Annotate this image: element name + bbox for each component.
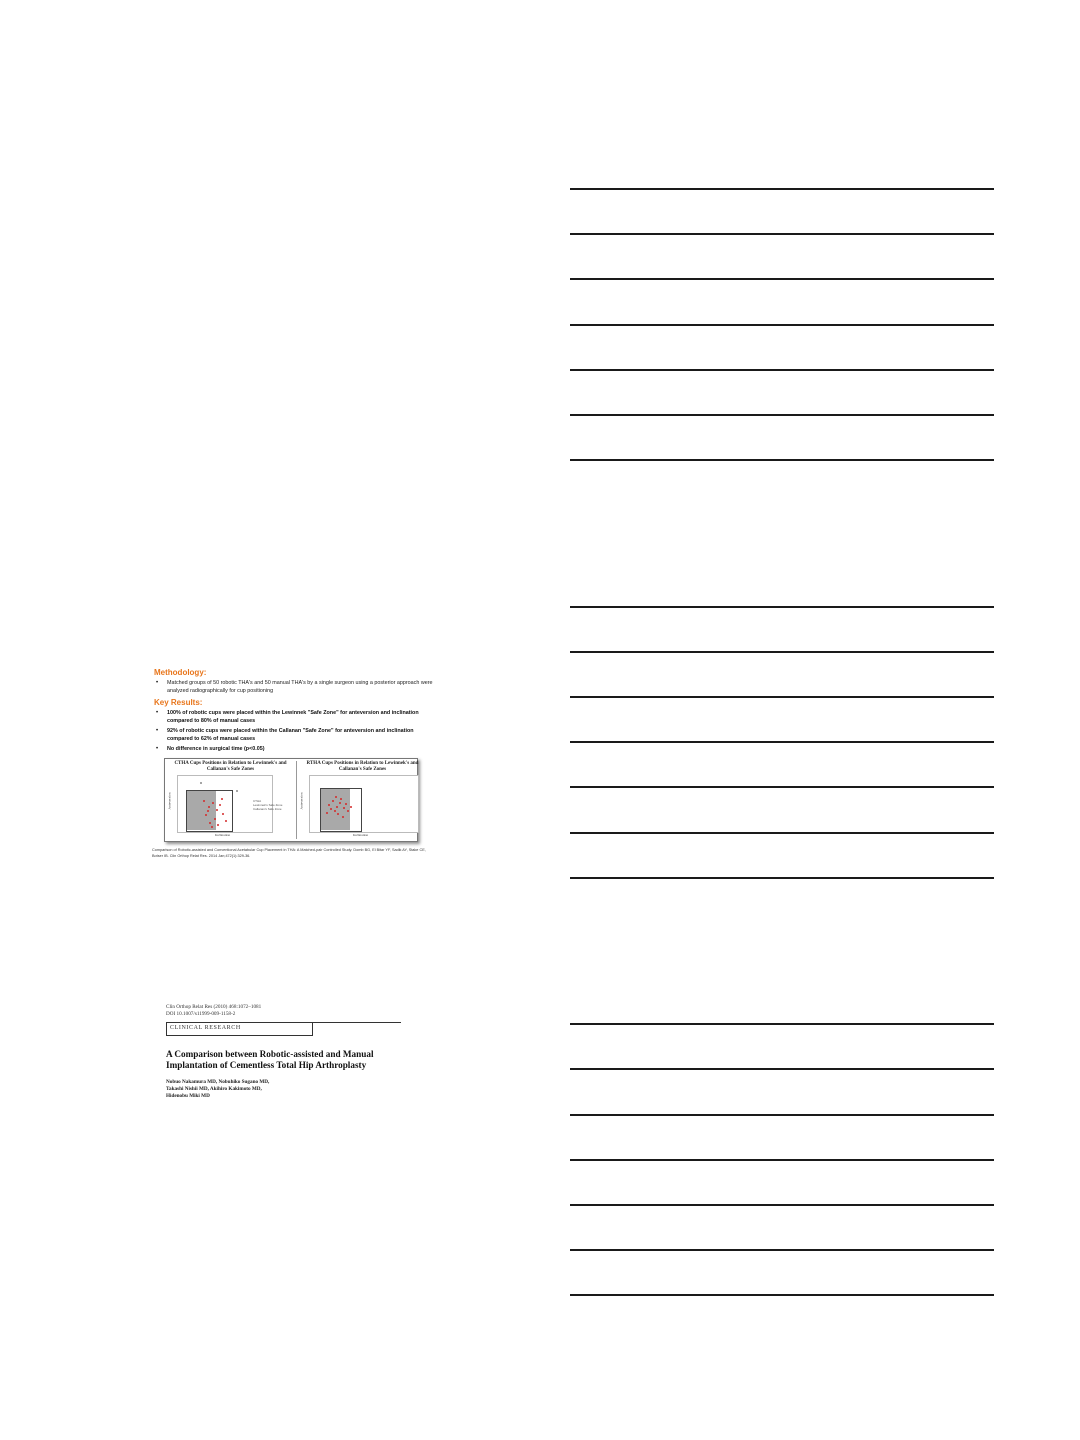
data-point xyxy=(347,810,349,812)
data-point xyxy=(209,822,211,824)
legend-item: CTHA xyxy=(253,799,262,803)
data-point xyxy=(217,824,219,826)
figure-panel-ctha xyxy=(165,759,290,841)
result-item: 92% of robotic cups were placed within the Callanan "Safe Zone" for anteversion and inclination compared to 62% of manual cases xyxy=(167,728,414,742)
notes-line xyxy=(570,877,994,879)
bullet: • xyxy=(156,746,159,752)
notes-line xyxy=(570,459,994,461)
result-item: 100% of robotic cups were placed within the Lewinnek "Safe Zone" for anteversion and inclination compared to 80% of manual cases xyxy=(167,710,419,724)
journal-citation: Clin Orthop Relat Res (2010) 468:1072–1081 xyxy=(166,1004,262,1010)
notes-line xyxy=(570,606,994,608)
figure-caption: Comparison of Robotic-assisted and Conventional Acetabular Cup Placement in THA: A Matched-pair Controlled Study. Domb BG, El Bitar YF, Sadik AY, Stake CE, Botser IB. Clin Orthop Relat Res. 2014 Jan;472(1):329-36. xyxy=(152,848,426,858)
notes-line xyxy=(570,741,994,743)
data-point xyxy=(343,807,345,809)
figure-panel-rtha xyxy=(297,759,422,841)
data-point xyxy=(200,782,202,784)
legend-item: Lewinnek's Safe Zone xyxy=(253,803,283,807)
x-axis-label: Inclination xyxy=(353,833,369,837)
data-point xyxy=(345,803,347,805)
data-point xyxy=(208,806,210,808)
notes-line xyxy=(570,414,994,416)
y-axis-label: Anteversion xyxy=(299,792,304,810)
data-point xyxy=(225,820,227,822)
article-authors xyxy=(166,1079,406,1101)
notes-line xyxy=(570,233,994,235)
notes-line xyxy=(570,369,994,371)
methodology-heading: Methodology: xyxy=(154,668,207,677)
data-point xyxy=(222,813,224,815)
data-point xyxy=(205,814,207,816)
bullet: • xyxy=(156,728,159,734)
y-axis-label: Anteversion xyxy=(167,792,172,810)
notes-line xyxy=(570,1068,994,1070)
author-line: Nobuo Nakamura MD, Nobuhiko Sugano MD, xyxy=(166,1079,270,1085)
data-point xyxy=(336,806,338,808)
notes-line xyxy=(570,188,994,190)
data-point xyxy=(203,800,205,802)
result-item: No difference in surgical time (p<0.05) xyxy=(167,746,265,752)
section-label-box xyxy=(166,1022,313,1036)
data-point xyxy=(236,790,238,792)
bullet: • xyxy=(156,710,159,716)
notes-line xyxy=(570,1204,994,1206)
data-point xyxy=(332,800,334,802)
methodology-text: Matched groups of 50 robotic THA's and 50 manual THA's by a single surgeon using a posterior approach were analyzed radiographically for cup positioning xyxy=(167,680,433,694)
notes-line xyxy=(570,1023,994,1025)
bullet: • xyxy=(156,680,159,686)
data-point xyxy=(328,804,330,806)
data-point xyxy=(216,809,218,811)
data-point xyxy=(340,798,342,800)
notes-line xyxy=(570,696,994,698)
data-point xyxy=(214,818,216,820)
safe-zone-callanan xyxy=(186,790,233,832)
notes-line xyxy=(570,832,994,834)
notes-line xyxy=(570,651,994,653)
panel-title: RTHA Cups Positions in Relation to Lewinnek's and Callanan's Safe Zones xyxy=(306,761,419,772)
scatter-plot xyxy=(309,775,419,833)
data-point xyxy=(334,810,336,812)
safe-zone-callanan xyxy=(320,788,362,832)
data-point xyxy=(350,806,352,808)
author-line: Hidenobu Miki MD xyxy=(166,1093,210,1100)
key-results-heading: Key Results: xyxy=(154,698,203,707)
legend xyxy=(253,799,282,811)
data-point xyxy=(335,796,337,798)
data-point xyxy=(211,826,213,828)
data-point xyxy=(207,810,209,812)
author-line: Takashi Nishii MD, Akihiro Kakimoto MD, xyxy=(166,1086,262,1093)
data-point xyxy=(212,802,214,804)
data-point xyxy=(326,812,328,814)
data-point xyxy=(330,808,332,810)
notes-line xyxy=(570,324,994,326)
slide-thumbnail-study-results xyxy=(150,668,435,868)
legend-item: Callanan's Safe Zone xyxy=(253,807,282,811)
x-axis-label: Inclination xyxy=(215,833,231,837)
data-point xyxy=(339,802,341,804)
notes-line xyxy=(570,1294,994,1296)
section-label: CLINICAL RESEARCH xyxy=(170,1025,241,1031)
notes-line xyxy=(570,1159,994,1161)
data-point xyxy=(342,816,344,818)
data-point xyxy=(219,804,221,806)
notes-line xyxy=(570,1114,994,1116)
panel-title: CTHA Cups Positions in Relation to Lewinnek's and Callanan's Safe Zones xyxy=(174,761,287,772)
notes-line xyxy=(570,1249,994,1251)
notes-line xyxy=(570,786,994,788)
article-title: A Comparison between Robotic-assisted and Manual Implantation of Cementless Total Hip Arthroplasty xyxy=(166,1049,374,1070)
section-rule xyxy=(313,1022,401,1023)
notes-line xyxy=(570,278,994,280)
data-point xyxy=(221,798,223,800)
cup-position-figure xyxy=(164,758,418,842)
slide-thumbnail-article-title xyxy=(150,995,405,1110)
data-point xyxy=(337,813,339,815)
doi: DOI 10.1007/s11999-009-1158-2 xyxy=(166,1011,236,1017)
